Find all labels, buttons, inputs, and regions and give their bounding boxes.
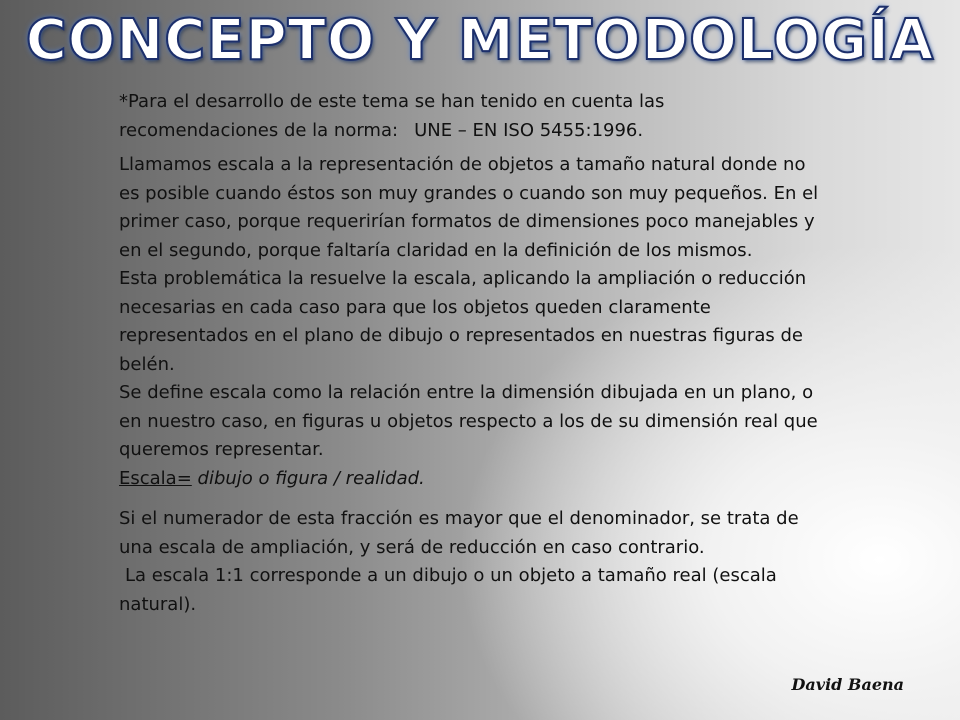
- paragraph-enlargement: Si el numerador de esta fracción es mayor que el denominador, se trata de una escala de ampliación, y será de reducción en caso contrario.: [119, 508, 799, 558]
- paragraph-scale-definition: Se define escala como la relación entre la dimensión dibujada en un plano, o en nuestro caso, en figuras u objetos respecto a los de su dimensión real que queremos representar.: [119, 382, 818, 460]
- paragraph-natural-scale: [119, 562, 819, 619]
- paragraph-problem: Esta problemática la resuelve la escala, aplicando la ampliación o reducción necesarias en cada caso para que los objetos queden claramente representados en el plano de dibujo o representados en nuestras figuras de belén.: [119, 268, 807, 375]
- formula-label: Escala=: [119, 467, 192, 489]
- natural-scale-text: La escala 1:1 corresponde a un dibujo o un objeto a tamaño real (escala natural).: [119, 565, 777, 615]
- norma-note: [119, 88, 819, 145]
- author-signature: David Baena: [791, 675, 904, 694]
- scale-formula: [119, 465, 819, 494]
- paragraph-definition: Llamamos escala a la representación de objetos a tamaño natural donde no es posible cuando éstos son muy grandes o cuando son muy pequeños. En el primer caso, porque requerirían formatos de dimensiones poco manejables y en el segundo, porque faltaría claridad en la definición de los mismos.: [119, 154, 819, 261]
- norma-note-text: *Para el desarrollo de este tema se han tenido en cuenta las recomendaciones de la norma:: [119, 91, 665, 141]
- slide-title: CONCEPTO Y METODOLOGÍA: [25, 8, 935, 73]
- norma-reference: UNE – EN ISO 5455:1996.: [414, 119, 644, 141]
- slide-content: [119, 88, 819, 619]
- formula-value: dibujo o figura / realidad.: [197, 467, 425, 489]
